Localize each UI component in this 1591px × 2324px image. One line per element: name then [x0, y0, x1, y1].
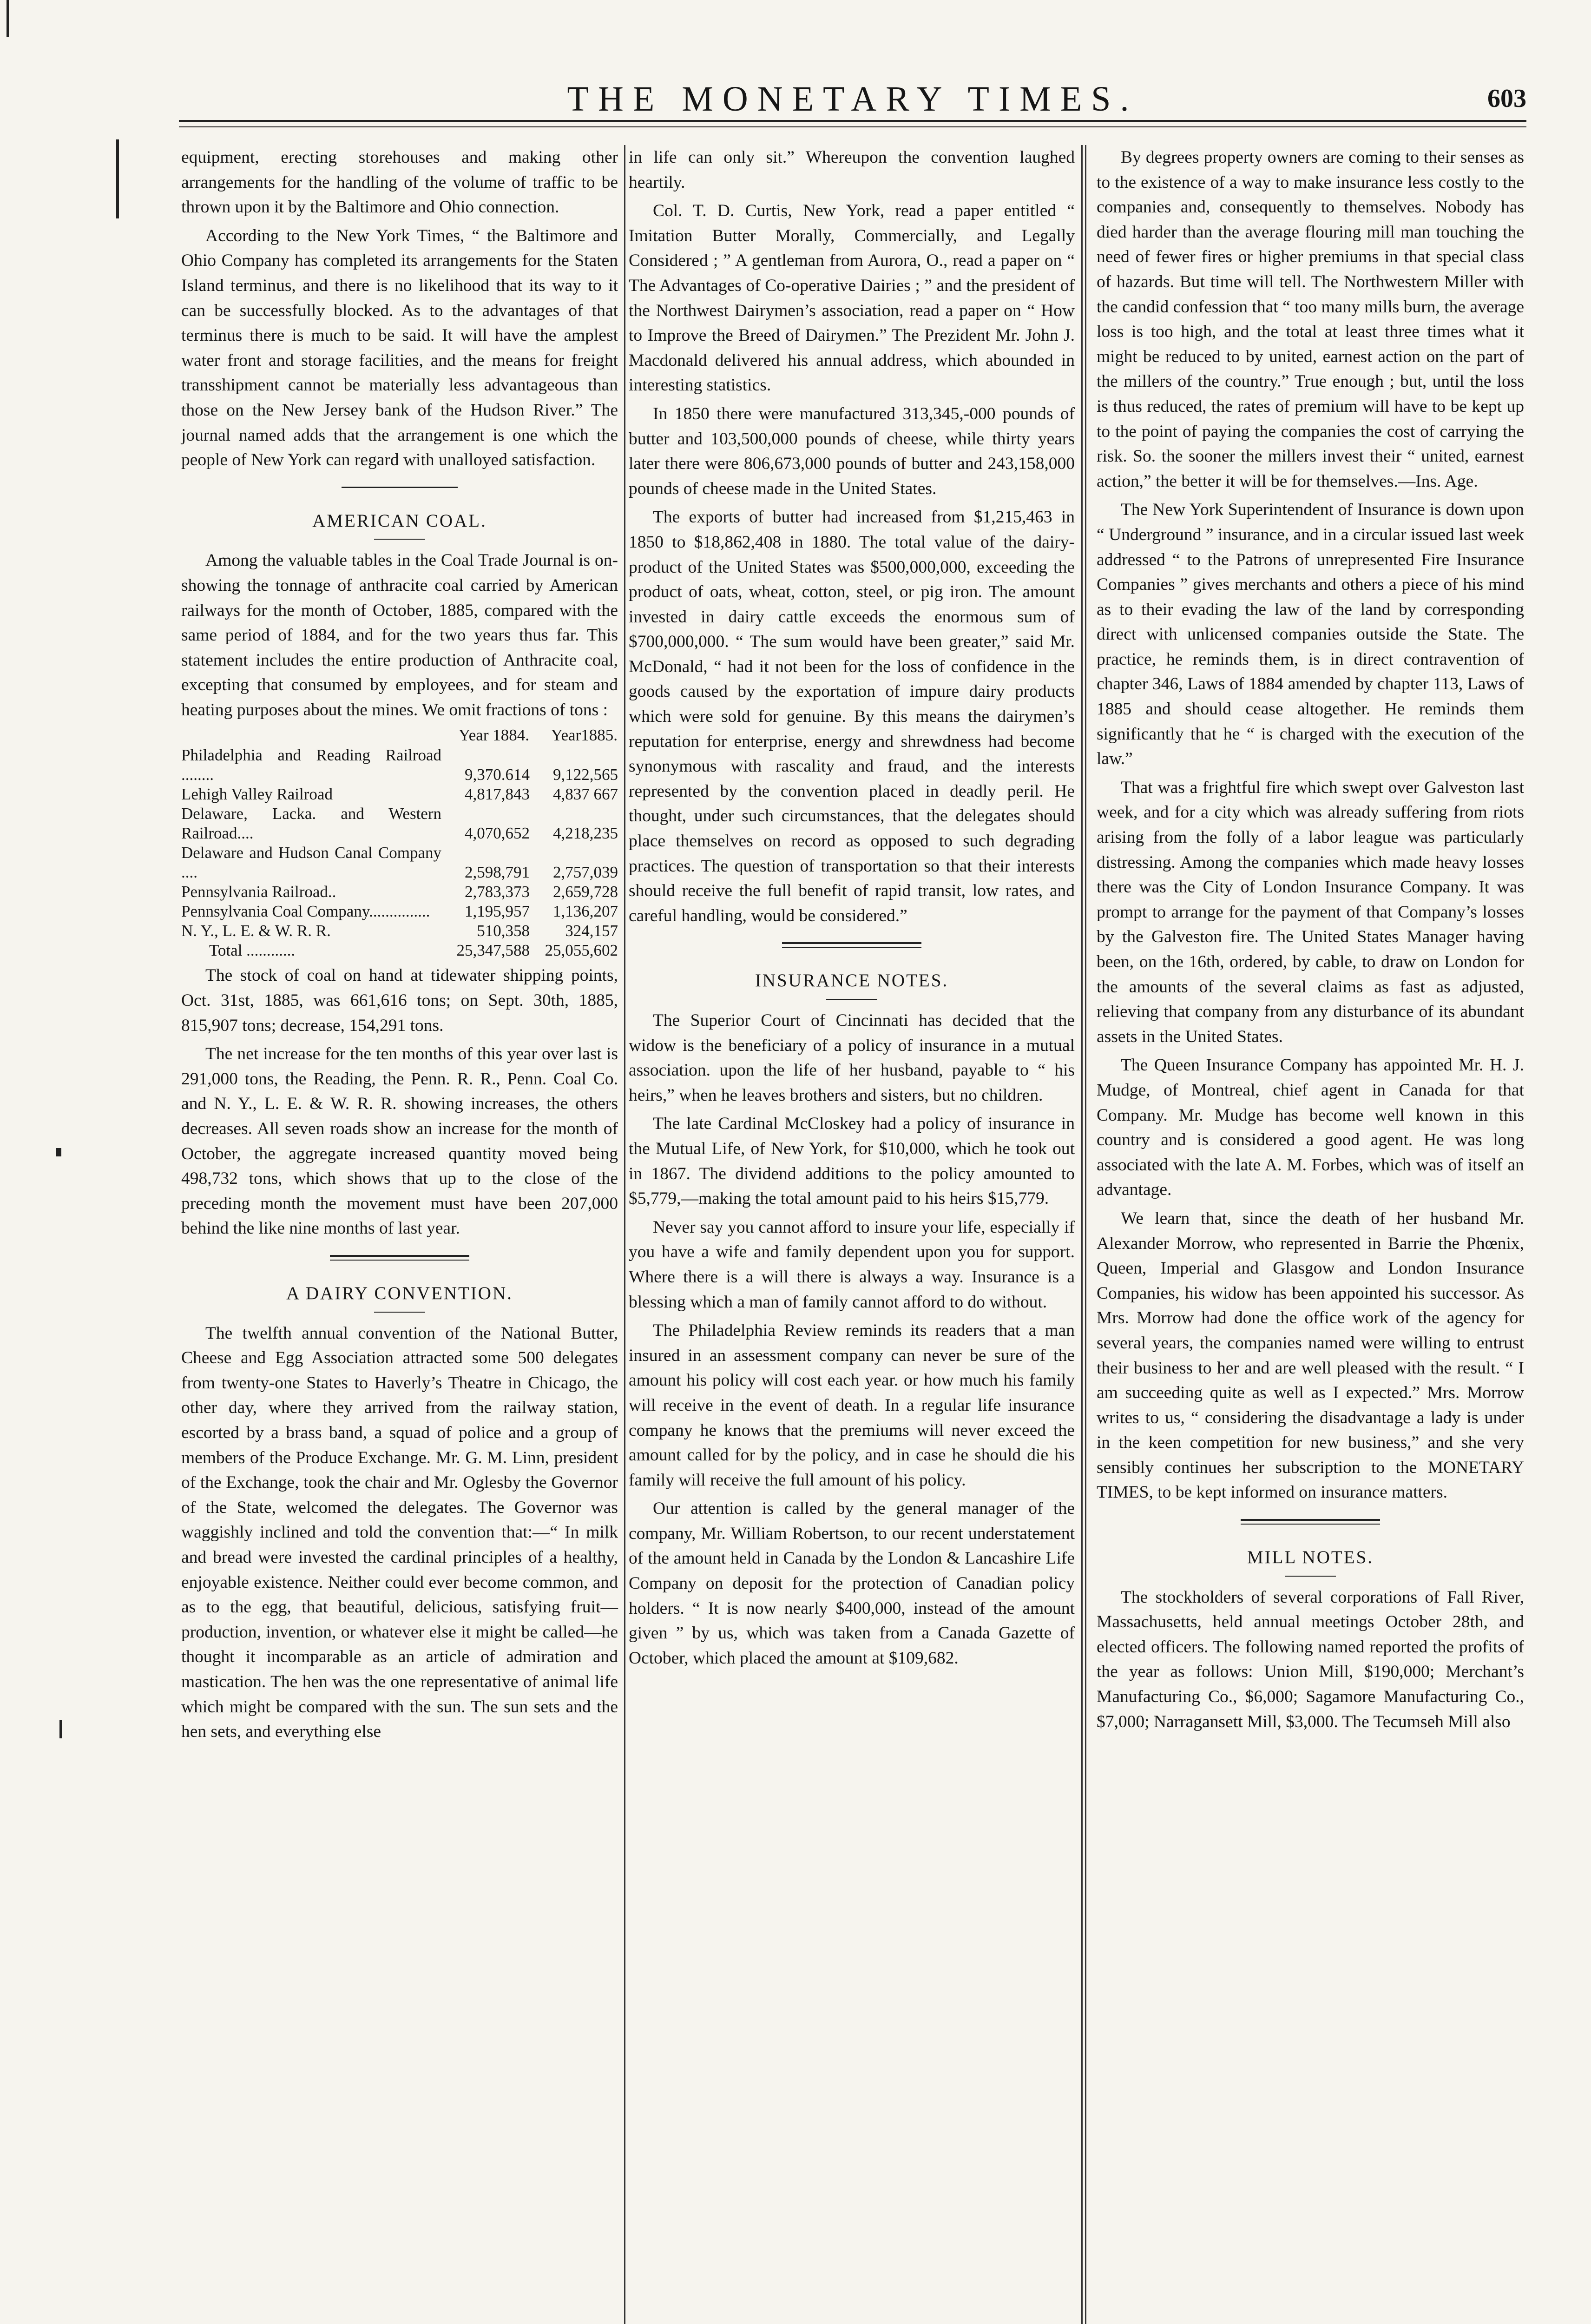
masthead-title: THE MONETARY TIMES. [567, 79, 1138, 119]
total-1885: 25,055,602 [545, 941, 618, 960]
tons-1884: 9,370.614 [465, 766, 530, 784]
tons-1885: 2,659,728 [553, 883, 618, 901]
paragraph: The stock of coal on hand at tidewater shipping points, Oct. 31st, 1885, was 661,616 tons; on Sept. 30th, 1885, 815,907 tons; decrease, 154,291 tons. [181, 966, 618, 1035]
total-label: Total ............ [209, 941, 296, 960]
section-double-rule [1241, 1519, 1380, 1525]
paragraph: The twelfth annual convention of the National Butter, Cheese and Egg Association attracted some 500 delegates from twenty-one States to Haverly’s Theatre in Chicago, the other day, where they arrived from the railway station, escorted by a brass band, a squad of police and a group of members of the Produce Exchange. Mr. G. M. Linn, president of the Exchange, took the chair and Mr. Oglesby the Governor of the State, welcomed the delegates. The Governor was waggishly inclined and told the convention that:—“ In milk and bread were invested the cardinal principles of a healthy, enjoyable existence. Neither could ever become common, and as to the egg, that beautiful, delicious, satisfying fruit—production, invention, or whatever else it might be called—he thought it incomparable as an article of admiration and mastication. The hen was the one representative of animal life which might be compared with the sun. The sun sets and the hen sets, and everything else [181, 1323, 618, 1742]
paragraph: That was a frightful fire which swept over Galveston last week, and for a city which was already suffering from riots arising from the folly of a labor league was particularly distressing. Among the companies which made heavy losses there was the City of London Insurance Company. It was prompt to arrange for the payment of that Company’s losses by the Galveston fire. The United States Manager having been, on the 16th, ordered, by cable, to draw on London for the amounts of the several claims as fast as adjusted, relieving that company from any disturbance of its abundant assets in the United States. [1097, 778, 1524, 1046]
page-number: 603 [1487, 84, 1526, 113]
header-rule-thin [179, 126, 1526, 127]
paragraph: The stockholders of several corporations of Fall River, Massachusetts, held annual meetings October 28th, and elected officers. The following named reported the profits of the year as follows: Union Mill, $190,000; Merchant’s Manufacturing Co., $6,000; Sagamore Manufacturing Co., $7,000; Narragansett Mill, $3,000. The Tecumseh Mill also [1097, 1587, 1524, 1731]
column-header: Year 1884. [459, 726, 529, 745]
railroad-name: Delaware and Hudson Canal Company .... [181, 844, 441, 882]
section-heading-insurance-notes: INSURANCE NOTES. [755, 971, 949, 991]
heading-rule [374, 539, 425, 540]
paragraph: According to the New York Times, “ the Baltimore and Ohio Company has completed its arrangements for the Staten Island terminus, and there is no likelihood that its way to it can be successfully blocked. As to the advantages of that terminus there is much to be said. It will have the amplest water front and storage facilities, and the means for freight transshipment cannot be materially less advantageous than those on the New Jersey bank of the Hudson River.” The journal named adds that the arrangement is one which the people of New York can regard with unalloyed satisfaction. [181, 226, 618, 470]
table-header-row [181, 725, 618, 746]
paragraph: The net increase for the ten months of this year over last is 291,000 tons, the Reading, the Penn. R. R., Penn. Coal Co. and N. Y., L. E. & W. R. R. showing increases, the others decreases. All seven roads show an increase for the month of October, the aggregate increased quantity moved being 498,732 tons, which shows that up to the close of the preceding month the movement must have been 207,000 behind the like nine months of last year. [181, 1044, 618, 1238]
paragraph: The late Cardinal McCloskey had a policy of insurance in the Mutual Life, of New York, for $10,000, which he took out in 1867. The dividend additions to the policy amounted to $5,779,—making the total amount paid to his heirs $15,779. [629, 1114, 1075, 1208]
margin-mark-left [116, 139, 119, 218]
tons-1884: 2,598,791 [465, 863, 530, 882]
tons-1884: 4,817,843 [465, 785, 530, 804]
railroad-name: Delaware, Lacka. and Western Railroad.... [181, 805, 441, 843]
column-1 [181, 145, 618, 2324]
paragraph: Our attention is called by the general manager of the company, Mr. William Robertson, to our recent understatement of the amount held in Canada by the London & Lancashire Life Company on deposit for the protection of Canadian policy holders. “ It is now nearly $400,000, instead of the amount given ” by us, which was taken from a Canada Gazette of October, which placed the amount at $109,682. [629, 1499, 1075, 1668]
tons-1885: 324,157 [565, 922, 618, 940]
heading-rule [374, 1312, 425, 1313]
table-row [181, 882, 618, 902]
header-rule [179, 120, 1526, 122]
table-row [181, 921, 618, 941]
section-heading-american-coal: AMERICAN COAL. [312, 510, 487, 531]
table-row [181, 843, 618, 882]
table-row [181, 746, 618, 785]
margin-mark-lower [59, 1720, 62, 1738]
total-1884: 25,347,588 [456, 941, 530, 960]
paragraph: The Superior Court of Cincinnati has decided that the widow is the beneficiary of a policy of insurance in a mutual association. upon the life of her husband, payable to “ his heirs,” when he leaves brothers and sisters, but no children. [629, 1011, 1075, 1105]
column-divider [1085, 145, 1086, 2324]
column-2 [629, 145, 1075, 2324]
tons-1885: 2,757,039 [553, 863, 618, 882]
railroad-name: N. Y., L. E. & W. R. R. [181, 922, 331, 940]
section-rule [342, 487, 458, 488]
coal-tonnage-table [181, 725, 618, 960]
paragraph: Among the valuable tables in the Coal Trade Journal is on- showing the tonnage of anthracite coal carried by American railways for the month of October, 1885, compared with the same period of 1884, and for the two years thus far. This statement includes the entire production of Anthracite coal, excepting that consumed by employees, and for steam and heating purposes about the mines. We omit fractions of tons : [181, 551, 618, 720]
table-total-row [181, 941, 618, 960]
railroad-name: Pennsylvania Coal Company............... [181, 902, 430, 921]
railroad-name: Philadelphia and Reading Railroad ........ [181, 746, 441, 784]
column-divider [624, 145, 625, 2324]
paragraph: Never say you cannot afford to insure your life, especially if you have a wife and family dependent upon you for support. Where there is a will there is always a way. Insurance is a blessing which a man of family cannot afford to do without. [629, 1217, 1075, 1312]
heading-rule [826, 999, 877, 1000]
tons-1885: 9,122,565 [553, 766, 618, 784]
margin-mark-top [7, 0, 9, 37]
table-row [181, 902, 618, 921]
paragraph: By degrees property owners are coming to their senses as to the existence of a way to make insurance less costly to the companies and, consequently to themselves. Nobody has died harder than the average flouring mill man touching the need of fewer fires or higher premiums in that special class of hazards. But time will tell. The Northwestern Miller with the candid confession that “ too many mills burn, the average loss is too high, and the total at least three times what it might be reduced to by united, earnest action on the part of the millers of the country.” True enough ; but, until the loss is thus reduced, the rates of premium will have to be kept up to the point of paying the companies the cost of carrying the risk. So. the sooner the millers invest their “ united, earnest action,” the better it will be for themselves.—Ins. Age. [1097, 148, 1524, 491]
tons-1885: 4,218,235 [553, 824, 618, 843]
heading-rule [1285, 1576, 1336, 1577]
tons-1885: 4,837 667 [553, 785, 618, 804]
margin-mark-dot [56, 1148, 61, 1156]
column-header: Year1885. [551, 726, 618, 745]
paragraph: We learn that, since the death of her husband Mr. Alexander Morrow, who represented in Barrie the Phœnix, Queen, Imperial and Glasgow and London Insurance Companies, his widow has been appointed his successor. As Mrs. Morrow had done the office work of the agency for several years, the companies named were willing to entrust their business to her and are well pleased with the result. “ I am succeeding quite as well as I expected.” Mrs. Morrow writes to us, “ considering the disadvantage a lady is under in the keen competition for new business,” and she very sensibly continues her subscription to the MONETARY TIMES, to be kept informed on insurance matters. [1097, 1208, 1524, 1502]
section-heading-dairy-convention: A DAIRY CONVENTION. [286, 1283, 513, 1303]
paragraph: Col. T. D. Curtis, New York, read a paper entitled “ Imitation Butter Morally, Commercially, and Legally Considered ; ” A gentleman from Aurora, O., read a paper on “ The Advantages of Co-operative Dairies ; ” and the president of the Northwest Dairymen’s association, read a paper on “ How to Improve the Breed of Dairymen.” The Prezident Mr. John J. Macdonald delivered his annual address, which abounded in interesting statistics. [629, 201, 1075, 395]
column-divider [1081, 145, 1083, 2324]
tons-1885: 1,136,207 [553, 902, 618, 921]
column-3 [1097, 145, 1524, 2324]
section-double-rule [782, 942, 921, 948]
tons-1884: 4,070,652 [465, 824, 530, 843]
paragraph: The Philadelphia Review reminds its readers that a man insured in an assessment company can never be sure of the amount his policy will cost each year. or how much his family will receive in the event of death. In a regular life insurance company he knows that the premiums will never exceed the amount called for by the policy, and in case he should die his family will receive the full amount of his policy. [629, 1321, 1075, 1490]
section-double-rule [330, 1255, 469, 1261]
table-row [181, 785, 618, 804]
table-row [181, 804, 618, 843]
paragraph: equipment, erecting storehouses and making other arrangements for the handling of the volume of traffic to be thrown upon it by the Baltimore and Ohio connection. [181, 148, 618, 217]
paragraph: The Queen Insurance Company has appointed Mr. H. J. Mudge, of Montreal, chief agent in Canada for that Company. Mr. Mudge has become well known in this country and is considered a good agent. He was long associated with the late A. M. Forbes, which was of itself an advantage. [1097, 1056, 1524, 1200]
railroad-name: Lehigh Valley Railroad [181, 785, 333, 804]
paragraph: The exports of butter had increased from $1,215,463 in 1850 to $18,862,408 in 1880. The total value of the dairy-product of the United States was $500,000,000, exceeding the product of oats, wheat, cotton, steel, or pig iron. The amount invested in dairy cattle exceeds the enormous sum of $700,000,000. “ The sum would have been greater,” said Mr. McDonald, “ had it not been for the loss of confidence in the goods caused by the exportation of impure dairy products which were sold for genuine. By this means the dairymen’s reputation for enterprise, energy and shrewdness had become synonymous with rascality and fraud, and the interests represented by the convention placed in deadly peril. He thought, under such circumstances, that the delegates should place themselves on record as opposed to such degrading practices. The question of transportation so that their interests should receive the full benefit of rapid transit, low rates, and careful handling, would be considered.” [629, 508, 1075, 925]
tons-1884: 1,195,957 [465, 902, 530, 921]
paragraph: In 1850 there were manufactured 313,345,-000 pounds of butter and 103,500,000 pounds of cheese, while thirty years later there were 806,673,000 pounds of butter and 243,158,000 pounds of cheese made in the United States. [629, 404, 1075, 498]
paragraph: in life can only sit.” Whereupon the convention laughed heartily. [629, 148, 1075, 192]
tons-1884: 510,358 [477, 922, 530, 940]
paragraph: The New York Superintendent of Insurance is down upon “ Underground ” insurance, and in a circular issued last week addressed “ to the Patrons of unrepresented Fire Insurance Companies ” gives merchants and others a piece of his mind as to their evading the law of the land by corresponding direct with unlicensed companies outside the State. The practice, he reminds them, is in direct contravention of chapter 346, Laws of 1884 amended by chapter 113, Laws of 1885 and should cease altogether. He reminds them significantly that he “ is charged with the execution of the law.” [1097, 500, 1524, 769]
tons-1884: 2,783,373 [465, 883, 530, 901]
railroad-name: Pennsylvania Railroad.. [181, 883, 336, 901]
page-header [179, 70, 1526, 119]
section-heading-mill-notes: MILL NOTES. [1247, 1547, 1374, 1568]
